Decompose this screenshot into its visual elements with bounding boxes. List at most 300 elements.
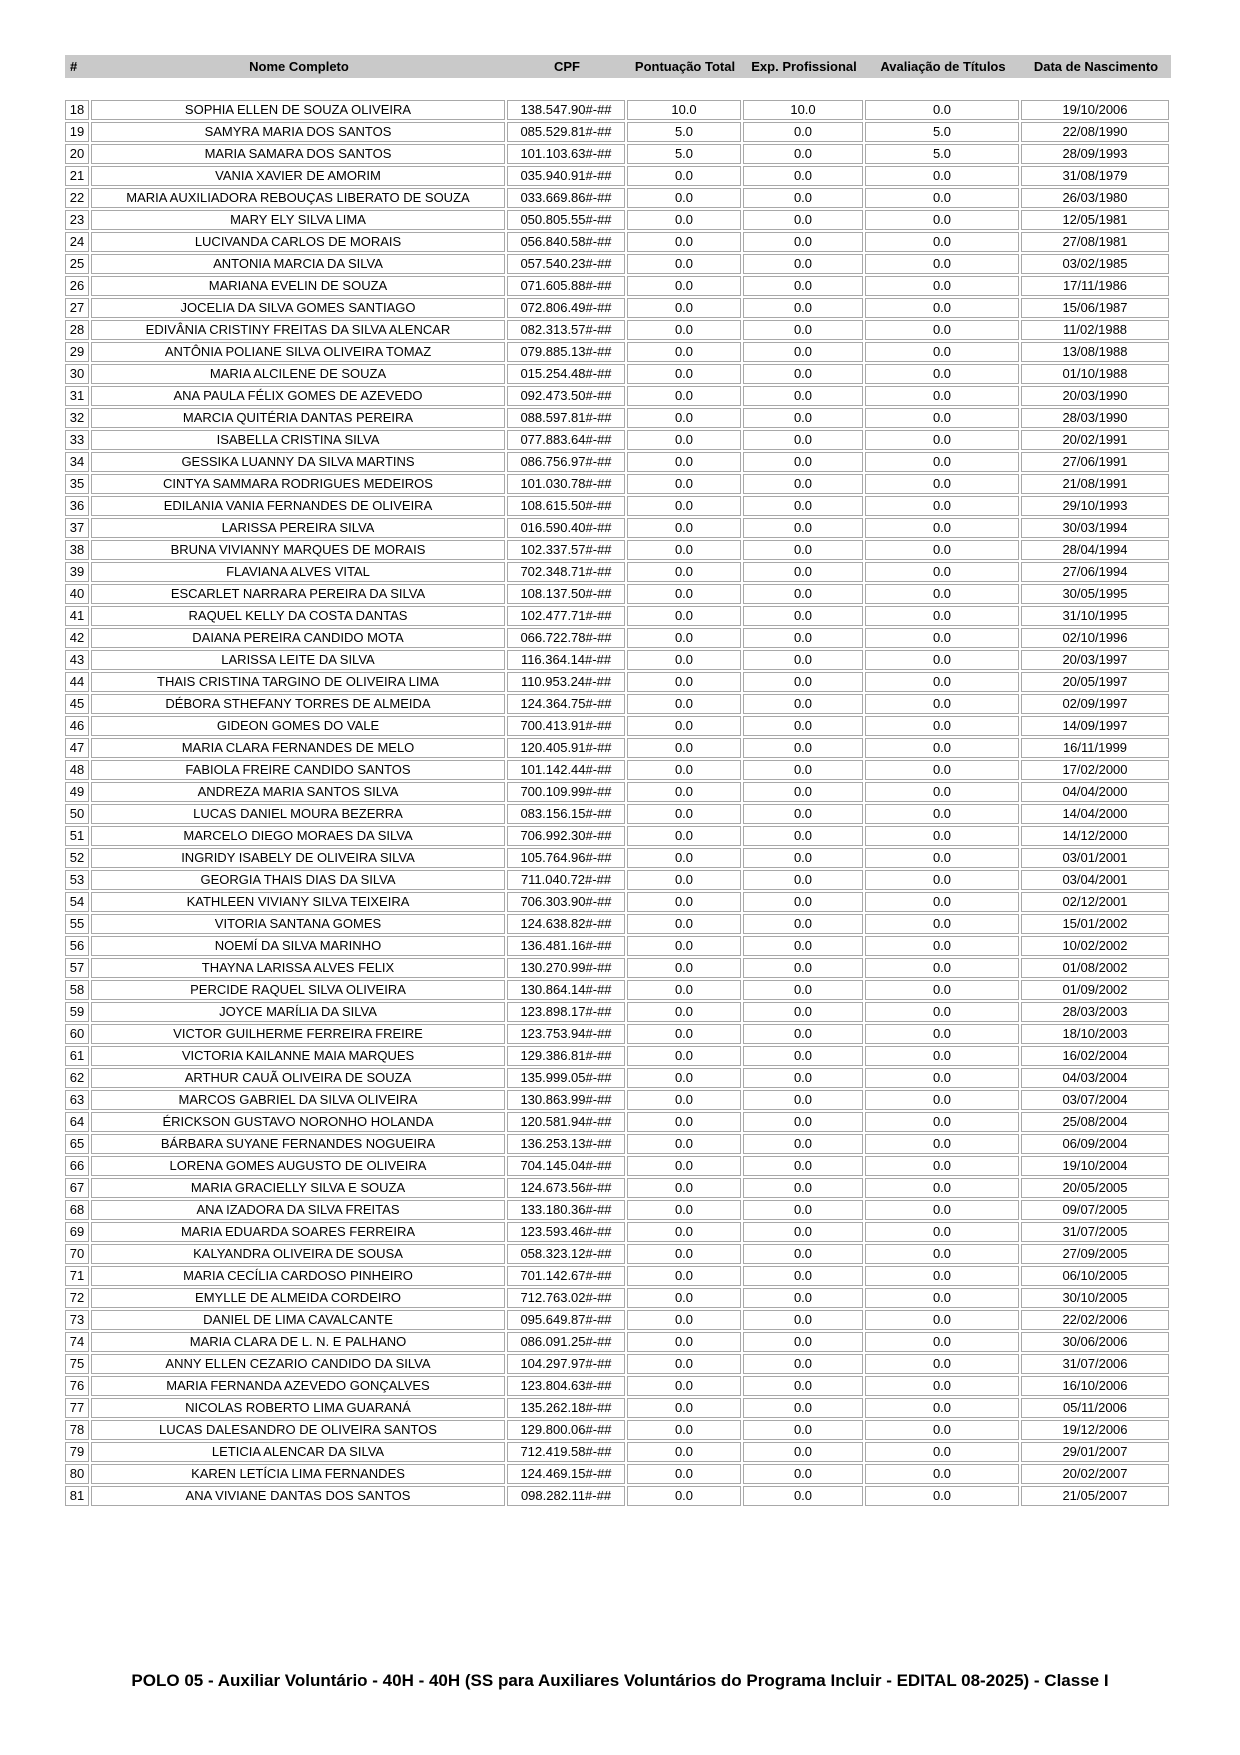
cell-professional-exp: 0.0 [743,1024,863,1044]
cell-total-score: 0.0 [627,320,741,340]
cell-rank: 63 [65,1090,89,1110]
cell-titles-score: 0.0 [865,232,1019,252]
cell-name: KALYANDRA OLIVEIRA DE SOUSA [91,1244,505,1264]
cell-birthdate: 13/08/1988 [1021,342,1169,362]
cell-titles-score: 0.0 [865,980,1019,1000]
cell-total-score: 0.0 [627,1486,741,1506]
table-row [65,606,1169,626]
cell-birthdate: 29/10/1993 [1021,496,1169,516]
cell-professional-exp: 0.0 [743,1112,863,1132]
cell-rank: 71 [65,1266,89,1286]
cell-name: GEORGIA THAIS DIAS DA SILVA [91,870,505,890]
cell-titles-score: 0.0 [865,804,1019,824]
cell-birthdate: 04/04/2000 [1021,782,1169,802]
table-row [65,1486,1169,1506]
cell-cpf: 133.180.36#-## [507,1200,625,1220]
cell-total-score: 0.0 [627,1090,741,1110]
cell-cpf: 130.864.14#-## [507,980,625,1000]
cell-rank: 54 [65,892,89,912]
cell-titles-score: 0.0 [865,694,1019,714]
cell-cpf: 058.323.12#-## [507,1244,625,1264]
cell-birthdate: 29/01/2007 [1021,1442,1169,1462]
cell-name: FLAVIANA ALVES VITAL [91,562,505,582]
cell-professional-exp: 0.0 [743,914,863,934]
table-row [65,100,1169,120]
cell-name: MARIA CLARA FERNANDES DE MELO [91,738,505,758]
cell-name: LARISSA LEITE DA SILVA [91,650,505,670]
cell-titles-score: 0.0 [865,342,1019,362]
cell-name: INGRIDY ISABELY DE OLIVEIRA SILVA [91,848,505,868]
table-row [65,1420,1169,1440]
table-row [65,914,1169,934]
table-row [65,408,1169,428]
cell-titles-score: 0.0 [865,1200,1019,1220]
cell-professional-exp: 0.0 [743,958,863,978]
cell-total-score: 0.0 [627,1002,741,1022]
cell-name: ISABELLA CRISTINA SILVA [91,430,505,450]
cell-name: SAMYRA MARIA DOS SANTOS [91,122,505,142]
cell-cpf: 088.597.81#-## [507,408,625,428]
cell-birthdate: 06/10/2005 [1021,1266,1169,1286]
cell-total-score: 0.0 [627,584,741,604]
cell-professional-exp: 0.0 [743,650,863,670]
cell-professional-exp: 0.0 [743,870,863,890]
table-row [65,364,1169,384]
cell-professional-exp: 0.0 [743,1310,863,1330]
cell-cpf: 050.805.55#-## [507,210,625,230]
cell-titles-score: 0.0 [865,1376,1019,1396]
cell-titles-score: 0.0 [865,1156,1019,1176]
table-row [65,1376,1169,1396]
table-row [65,1156,1169,1176]
cell-birthdate: 11/02/1988 [1021,320,1169,340]
cell-titles-score: 0.0 [865,540,1019,560]
cell-rank: 57 [65,958,89,978]
cell-name: EMYLLE DE ALMEIDA CORDEIRO [91,1288,505,1308]
cell-titles-score: 0.0 [865,628,1019,648]
cell-professional-exp: 0.0 [743,518,863,538]
cell-total-score: 0.0 [627,276,741,296]
cell-name: PERCIDE RAQUEL SILVA OLIVEIRA [91,980,505,1000]
cell-birthdate: 20/03/1997 [1021,650,1169,670]
cell-cpf: 129.800.06#-## [507,1420,625,1440]
cell-total-score: 0.0 [627,1244,741,1264]
cell-cpf: 015.254.48#-## [507,364,625,384]
cell-professional-exp: 0.0 [743,540,863,560]
cell-birthdate: 21/08/1991 [1021,474,1169,494]
cell-cpf: 702.348.71#-## [507,562,625,582]
table-row [65,870,1169,890]
cell-titles-score: 0.0 [865,408,1019,428]
cell-name: JOCELIA DA SILVA GOMES SANTIAGO [91,298,505,318]
cell-birthdate: 22/02/2006 [1021,1310,1169,1330]
cell-titles-score: 0.0 [865,1112,1019,1132]
cell-cpf: 700.109.99#-## [507,782,625,802]
cell-cpf: 135.262.18#-## [507,1398,625,1418]
table-row [65,188,1169,208]
cell-professional-exp: 0.0 [743,936,863,956]
cell-name: ANDREZA MARIA SANTOS SILVA [91,782,505,802]
cell-titles-score: 0.0 [865,1090,1019,1110]
cell-professional-exp: 0.0 [743,1178,863,1198]
cell-birthdate: 01/09/2002 [1021,980,1169,1000]
cell-birthdate: 25/08/2004 [1021,1112,1169,1132]
cell-birthdate: 21/05/2007 [1021,1486,1169,1506]
cell-titles-score: 0.0 [865,782,1019,802]
cell-total-score: 0.0 [627,1332,741,1352]
cell-cpf: 056.840.58#-## [507,232,625,252]
cell-cpf: 071.605.88#-## [507,276,625,296]
cell-cpf: 095.649.87#-## [507,1310,625,1330]
cell-birthdate: 20/02/1991 [1021,430,1169,450]
cell-professional-exp: 0.0 [743,606,863,626]
table-row [65,1244,1169,1264]
table-row [65,496,1169,516]
cell-cpf: 123.753.94#-## [507,1024,625,1044]
cell-name: RAQUEL KELLY DA COSTA DANTAS [91,606,505,626]
table-row [65,430,1169,450]
cell-birthdate: 17/02/2000 [1021,760,1169,780]
cell-rank: 22 [65,188,89,208]
cell-rank: 44 [65,672,89,692]
cell-professional-exp: 0.0 [743,1002,863,1022]
cell-titles-score: 0.0 [865,760,1019,780]
column-header-name: Nome Completo [249,59,349,74]
cell-professional-exp: 0.0 [743,1420,863,1440]
cell-name: VITORIA SANTANA GOMES [91,914,505,934]
cell-total-score: 0.0 [627,606,741,626]
cell-rank: 40 [65,584,89,604]
cell-rank: 76 [65,1376,89,1396]
cell-birthdate: 03/07/2004 [1021,1090,1169,1110]
cell-cpf: 110.953.24#-## [507,672,625,692]
table-row [65,298,1169,318]
cell-birthdate: 02/12/2001 [1021,892,1169,912]
cell-name: MARCIA QUITÉRIA DANTAS PEREIRA [91,408,505,428]
table-row [65,1002,1169,1022]
cell-titles-score: 0.0 [865,1486,1019,1506]
cell-name: KATHLEEN VIVIANY SILVA TEIXEIRA [91,892,505,912]
table-row [65,760,1169,780]
cell-total-score: 0.0 [627,496,741,516]
cell-professional-exp: 0.0 [743,804,863,824]
cell-total-score: 0.0 [627,364,741,384]
cell-birthdate: 17/11/1986 [1021,276,1169,296]
cell-professional-exp: 0.0 [743,232,863,252]
cell-total-score: 0.0 [627,848,741,868]
cell-titles-score: 0.0 [865,672,1019,692]
table-row [65,1332,1169,1352]
cell-birthdate: 27/08/1981 [1021,232,1169,252]
table-row [65,1464,1169,1484]
cell-cpf: 079.885.13#-## [507,342,625,362]
cell-cpf: 136.481.16#-## [507,936,625,956]
cell-total-score: 0.0 [627,1398,741,1418]
cell-titles-score: 0.0 [865,958,1019,978]
cell-rank: 73 [65,1310,89,1330]
cell-cpf: 035.940.91#-## [507,166,625,186]
cell-titles-score: 0.0 [865,562,1019,582]
cell-total-score: 0.0 [627,1200,741,1220]
cell-cpf: 123.593.46#-## [507,1222,625,1242]
cell-professional-exp: 0.0 [743,1068,863,1088]
cell-cpf: 138.547.90#-## [507,100,625,120]
cell-cpf: 136.253.13#-## [507,1134,625,1154]
cell-name: MARIANA EVELIN DE SOUZA [91,276,505,296]
cell-titles-score: 0.0 [865,254,1019,274]
cell-total-score: 0.0 [627,672,741,692]
table-row [65,936,1169,956]
cell-total-score: 0.0 [627,1376,741,1396]
table-row [65,386,1169,406]
table-row [65,122,1169,142]
cell-total-score: 0.0 [627,716,741,736]
cell-rank: 25 [65,254,89,274]
cell-titles-score: 0.0 [865,496,1019,516]
cell-cpf: 101.142.44#-## [507,760,625,780]
cell-professional-exp: 0.0 [743,254,863,274]
cell-cpf: 108.137.50#-## [507,584,625,604]
cell-professional-exp: 0.0 [743,298,863,318]
cell-rank: 52 [65,848,89,868]
cell-titles-score: 0.0 [865,474,1019,494]
cell-birthdate: 12/05/1981 [1021,210,1169,230]
cell-rank: 69 [65,1222,89,1242]
cell-birthdate: 02/10/1996 [1021,628,1169,648]
cell-name: ANA PAULA FÉLIX GOMES DE AZEVEDO [91,386,505,406]
cell-titles-score: 0.0 [865,320,1019,340]
table-row [65,320,1169,340]
cell-rank: 49 [65,782,89,802]
cell-birthdate: 31/10/1995 [1021,606,1169,626]
table-row [65,1266,1169,1286]
cell-professional-exp: 0.0 [743,562,863,582]
cell-cpf: 700.413.91#-## [507,716,625,736]
cell-professional-exp: 0.0 [743,320,863,340]
cell-birthdate: 19/10/2004 [1021,1156,1169,1176]
cell-titles-score: 0.0 [865,1266,1019,1286]
cell-titles-score: 0.0 [865,452,1019,472]
cell-cpf: 016.590.40#-## [507,518,625,538]
cell-name: ANA VIVIANE DANTAS DOS SANTOS [91,1486,505,1506]
cell-professional-exp: 0.0 [743,782,863,802]
cell-professional-exp: 0.0 [743,980,863,1000]
cell-total-score: 0.0 [627,650,741,670]
cell-professional-exp: 0.0 [743,408,863,428]
cell-cpf: 033.669.86#-## [507,188,625,208]
table-row [65,254,1169,274]
cell-name: MARY ELY SILVA LIMA [91,210,505,230]
cell-professional-exp: 0.0 [743,452,863,472]
cell-cpf: 123.804.63#-## [507,1376,625,1396]
cell-birthdate: 14/04/2000 [1021,804,1169,824]
cell-total-score: 0.0 [627,1420,741,1440]
cell-professional-exp: 0.0 [743,672,863,692]
cell-name: LUCAS DALESANDRO DE OLIVEIRA SANTOS [91,1420,505,1440]
cell-name: MARIA SAMARA DOS SANTOS [91,144,505,164]
cell-total-score: 0.0 [627,936,741,956]
cell-cpf: 712.419.58#-## [507,1442,625,1462]
table-row [65,1046,1169,1066]
cell-name: BÁRBARA SUYANE FERNANDES NOGUEIRA [91,1134,505,1154]
cell-cpf: 066.722.78#-## [507,628,625,648]
cell-total-score: 0.0 [627,1178,741,1198]
cell-birthdate: 15/06/1987 [1021,298,1169,318]
table-row [65,1068,1169,1088]
cell-birthdate: 20/02/2007 [1021,1464,1169,1484]
cell-name: LUCAS DANIEL MOURA BEZERRA [91,804,505,824]
cell-cpf: 116.364.14#-## [507,650,625,670]
cell-name: EDILANIA VANIA FERNANDES DE OLIVEIRA [91,496,505,516]
cell-birthdate: 05/11/2006 [1021,1398,1169,1418]
cell-professional-exp: 0.0 [743,276,863,296]
cell-rank: 74 [65,1332,89,1352]
table-row [65,980,1169,1000]
cell-cpf: 124.673.56#-## [507,1178,625,1198]
cell-rank: 29 [65,342,89,362]
cell-rank: 41 [65,606,89,626]
cell-titles-score: 0.0 [865,870,1019,890]
cell-name: ESCARLET NARRARA PEREIRA DA SILVA [91,584,505,604]
cell-rank: 55 [65,914,89,934]
cell-name: NOEMÍ DA SILVA MARINHO [91,936,505,956]
cell-professional-exp: 0.0 [743,760,863,780]
cell-titles-score: 0.0 [865,1002,1019,1022]
header-body-gap [65,78,1171,98]
cell-name: EDIVÂNIA CRISTINY FREITAS DA SILVA ALENCAR [91,320,505,340]
cell-titles-score: 0.0 [865,1244,1019,1264]
cell-cpf: 135.999.05#-## [507,1068,625,1088]
cell-name: ARTHUR CAUÃ OLIVEIRA DE SOUZA [91,1068,505,1088]
cell-total-score: 0.0 [627,1354,741,1374]
cell-professional-exp: 0.0 [743,738,863,758]
cell-professional-exp: 0.0 [743,826,863,846]
cell-total-score: 0.0 [627,540,741,560]
cell-titles-score: 0.0 [865,914,1019,934]
table-row [65,1090,1169,1110]
cell-rank: 26 [65,276,89,296]
cell-cpf: 701.142.67#-## [507,1266,625,1286]
cell-rank: 21 [65,166,89,186]
cell-name: MARIA CLARA DE L. N. E PALHANO [91,1332,505,1352]
cell-professional-exp: 0.0 [743,1156,863,1176]
table-row [65,1024,1169,1044]
table-header-row [65,55,1171,78]
cell-name: BRUNA VIVIANNY MARQUES DE MORAIS [91,540,505,560]
table-row [65,650,1169,670]
cell-rank: 65 [65,1134,89,1154]
cell-cpf: 098.282.11#-## [507,1486,625,1506]
cell-name: MARIA FERNANDA AZEVEDO GONÇALVES [91,1376,505,1396]
cell-cpf: 124.469.15#-## [507,1464,625,1484]
cell-professional-exp: 0.0 [743,342,863,362]
cell-cpf: 706.303.90#-## [507,892,625,912]
cell-birthdate: 27/09/2005 [1021,1244,1169,1264]
cell-professional-exp: 0.0 [743,848,863,868]
cell-cpf: 105.764.96#-## [507,848,625,868]
table-row [65,694,1169,714]
cell-total-score: 0.0 [627,342,741,362]
cell-total-score: 0.0 [627,1024,741,1044]
cell-total-score: 0.0 [627,980,741,1000]
cell-rank: 60 [65,1024,89,1044]
cell-rank: 53 [65,870,89,890]
cell-titles-score: 0.0 [865,936,1019,956]
cell-cpf: 104.297.97#-## [507,1354,625,1374]
cell-titles-score: 0.0 [865,1420,1019,1440]
cell-rank: 59 [65,1002,89,1022]
cell-cpf: 086.091.25#-## [507,1332,625,1352]
cell-professional-exp: 0.0 [743,1244,863,1264]
cell-rank: 32 [65,408,89,428]
table-row [65,848,1169,868]
cell-cpf: 101.103.63#-## [507,144,625,164]
cell-birthdate: 15/01/2002 [1021,914,1169,934]
cell-titles-score: 0.0 [865,1288,1019,1308]
cell-cpf: 120.405.91#-## [507,738,625,758]
column-header-total-score: Pontuação Total [634,59,736,74]
cell-rank: 68 [65,1200,89,1220]
cell-birthdate: 02/09/1997 [1021,694,1169,714]
cell-total-score: 10.0 [627,100,741,120]
cell-titles-score: 0.0 [865,100,1019,120]
table-row [65,1288,1169,1308]
cell-professional-exp: 0.0 [743,144,863,164]
cell-rank: 31 [65,386,89,406]
table-row [65,892,1169,912]
cell-total-score: 0.0 [627,452,741,472]
cell-birthdate: 01/08/2002 [1021,958,1169,978]
cell-rank: 67 [65,1178,89,1198]
cell-rank: 35 [65,474,89,494]
table-row [65,166,1169,186]
cell-name: VICTORIA KAILANNE MAIA MARQUES [91,1046,505,1066]
cell-birthdate: 19/12/2006 [1021,1420,1169,1440]
cell-total-score: 0.0 [627,1068,741,1088]
table-row [65,452,1169,472]
table-row [65,1442,1169,1462]
cell-total-score: 0.0 [627,1464,741,1484]
cell-name: VICTOR GUILHERME FERREIRA FREIRE [91,1024,505,1044]
table-row [65,826,1169,846]
cell-name: JOYCE MARÍLIA DA SILVA [91,1002,505,1022]
cell-rank: 38 [65,540,89,560]
cell-total-score: 0.0 [627,298,741,318]
table-row [65,584,1169,604]
cell-cpf: 706.992.30#-## [507,826,625,846]
cell-cpf: 120.581.94#-## [507,1112,625,1132]
cell-birthdate: 30/06/2006 [1021,1332,1169,1352]
cell-name: LUCIVANDA CARLOS DE MORAIS [91,232,505,252]
cell-professional-exp: 0.0 [743,1090,863,1110]
cell-birthdate: 28/09/1993 [1021,144,1169,164]
cell-rank: 18 [65,100,89,120]
cell-name: MARIA ALCILENE DE SOUZA [91,364,505,384]
cell-total-score: 0.0 [627,1112,741,1132]
cell-total-score: 0.0 [627,474,741,494]
cell-birthdate: 28/03/1990 [1021,408,1169,428]
cell-total-score: 0.0 [627,210,741,230]
cell-cpf: 108.615.50#-## [507,496,625,516]
cell-birthdate: 27/06/1991 [1021,452,1169,472]
cell-rank: 51 [65,826,89,846]
cell-birthdate: 03/01/2001 [1021,848,1169,868]
cell-total-score: 0.0 [627,518,741,538]
cell-rank: 64 [65,1112,89,1132]
cell-professional-exp: 0.0 [743,1486,863,1506]
cell-name: ÉRICKSON GUSTAVO NORONHO HOLANDA [91,1112,505,1132]
cell-rank: 33 [65,430,89,450]
